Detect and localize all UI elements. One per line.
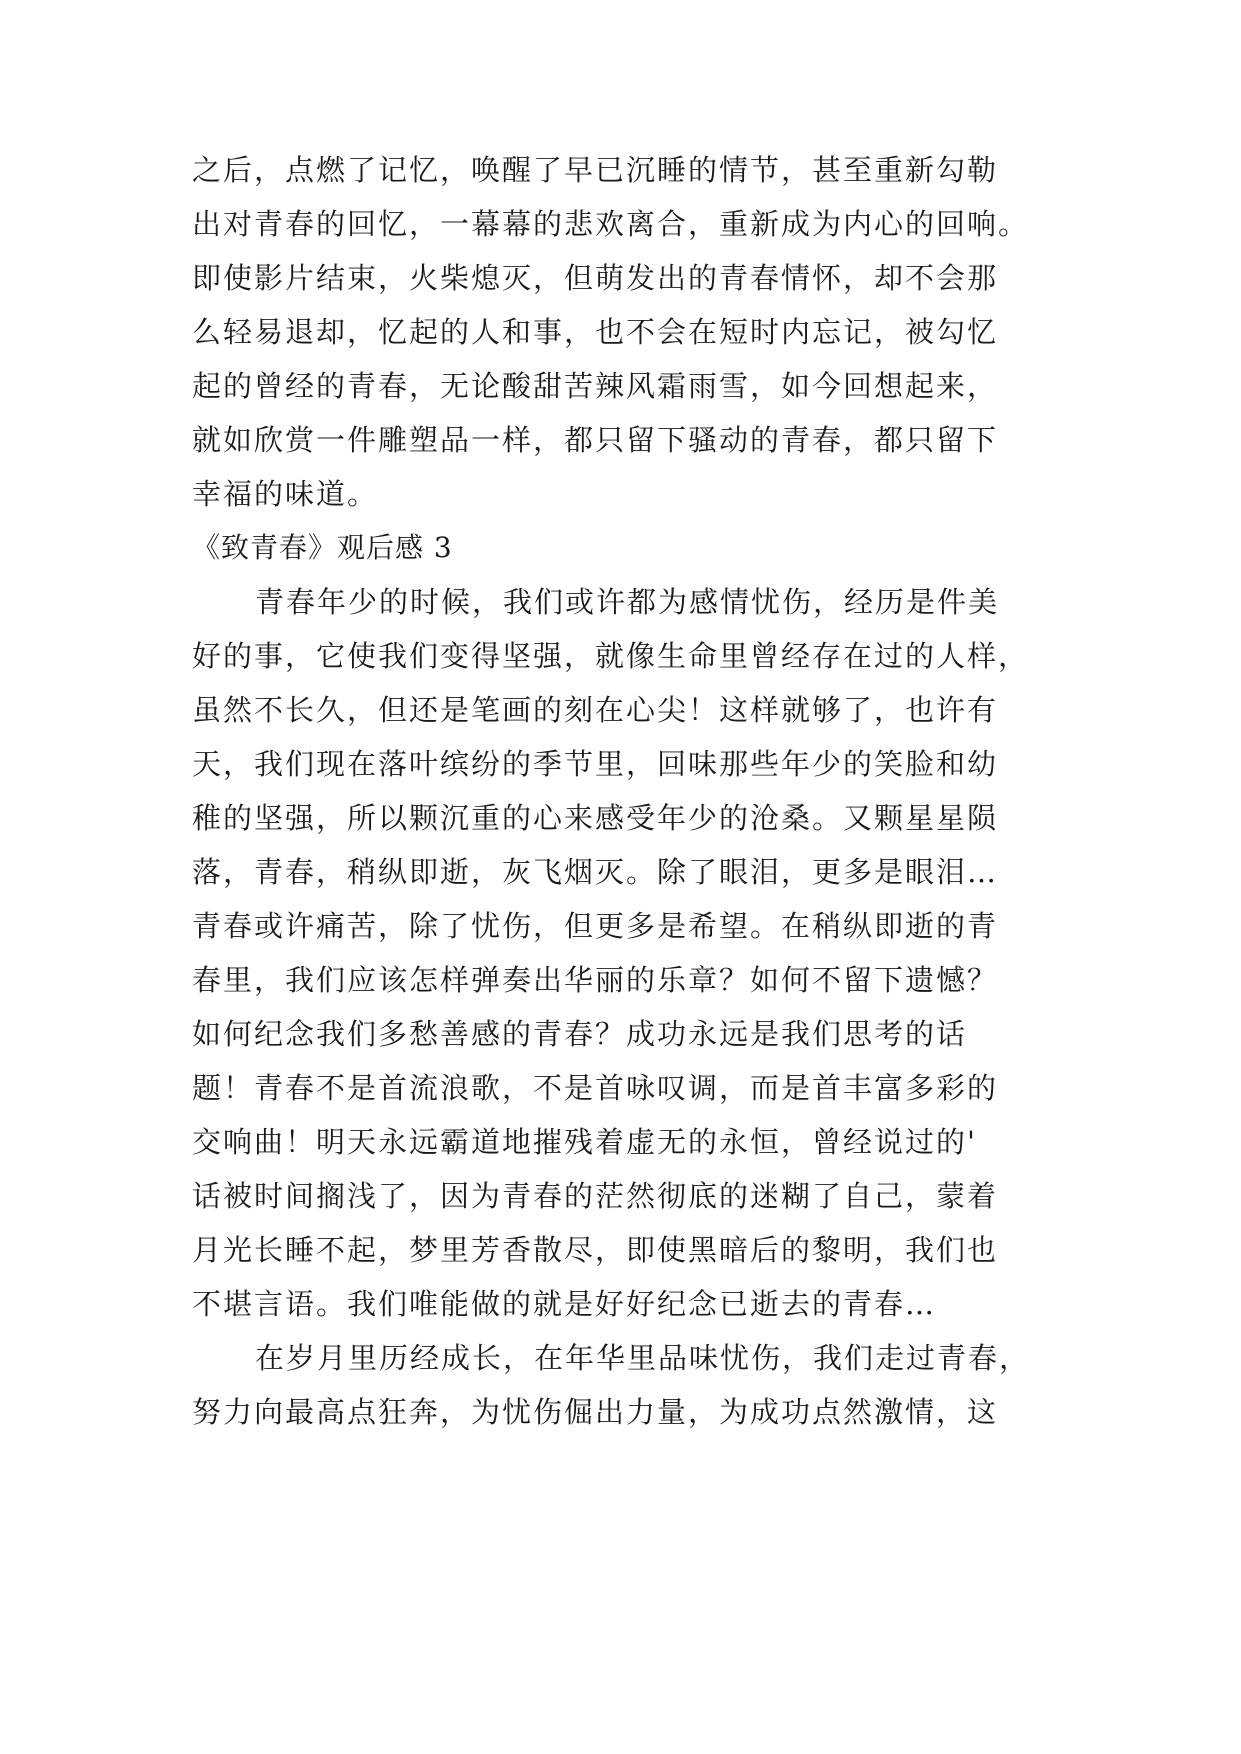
paragraph-2-line-14: 不堪言语。我们唯能做的就是好好纪念已逝去的青春… <box>192 1287 937 1321</box>
paragraph-2-line-12: 话被时间搁浅了，因为青春的茫然彻底的迷糊了自己，蒙着 <box>192 1179 999 1213</box>
paragraph-2-line-1: 青春年少的时候，我们或许都为感情忧伤，经历是件美 <box>255 585 1000 619</box>
paragraph-2-line-8: 春里，我们应该怎样弹奏出华丽的乐章？如何不留下遗憾？ <box>192 963 999 997</box>
paragraph-1-line-5: 起的曾经的青春，无论酸甜苦辣风霜雨雪，如今回想起来， <box>192 369 999 403</box>
paragraph-1-line-2: 出对青春的回忆，一幕幕的悲欢离合，重新成为内心的回响。 <box>192 207 1030 241</box>
paragraph-2-line-10: 题！青春不是首流浪歌，不是首咏叹调，而是首丰富多彩的 <box>192 1071 999 1105</box>
paragraph-2-line-6: 落，青春，稍纵即逝，灰飞烟灭。除了眼泪，更多是眼泪… <box>192 855 999 889</box>
paragraph-2-line-9: 如何纪念我们多愁善感的青春？成功永远是我们思考的话 <box>192 1017 968 1051</box>
paragraph-1-line-4: 么轻易退却，忆起的人和事，也不会在短时内忘记，被勾忆 <box>192 315 999 349</box>
paragraph-2-line-5: 稚的坚强，所以颗沉重的心来感受年少的沧桑。又颗星星陨 <box>192 801 999 835</box>
paragraph-2-line-11: 交响曲！明天永远霸道地摧残着虚无的永恒，曾经说过的' <box>192 1125 977 1159</box>
paragraph-1-line-1: 之后，点燃了记忆，唤醒了早已沉睡的情节，甚至重新勾勒 <box>192 153 999 187</box>
paragraph-1-line-3: 即使影片结束，火柴熄灭，但萌发出的青春情怀，却不会那 <box>192 261 999 295</box>
paragraph-2-line-7: 青春或许痛苦，除了忧伤，但更多是希望。在稍纵即逝的青 <box>192 909 999 943</box>
paragraph-2-line-13: 月光长睡不起，梦里芳香散尽，即使黑暗后的黎明，我们也 <box>192 1233 999 1267</box>
paragraph-1-line-7: 幸福的味道。 <box>192 477 379 511</box>
paragraph-2-line-4: 天，我们现在落叶缤纷的季节里，回味那些年少的笑脸和幼 <box>192 747 999 781</box>
paragraph-1-line-6: 就如欣赏一件雕塑品一样，都只留下骚动的青春，都只留下 <box>192 423 999 457</box>
paragraph-3-line-2: 努力向最高点狂奔，为忧伤倔出力量，为成功点然激情，这 <box>192 1395 999 1429</box>
section-heading: 《致青春》观后感 3 <box>192 531 453 564</box>
paragraph-2-line-2: 好的事，它使我们变得坚强，就像生命里曾经存在过的人样， <box>192 639 1030 673</box>
paragraph-3-line-1: 在岁月里历经成长，在年华里品味忧伤，我们走过青春， <box>255 1341 1031 1375</box>
paragraph-2-line-3: 虽然不长久，但还是笔画的刻在心尖！这样就够了，也许有 <box>192 693 999 727</box>
